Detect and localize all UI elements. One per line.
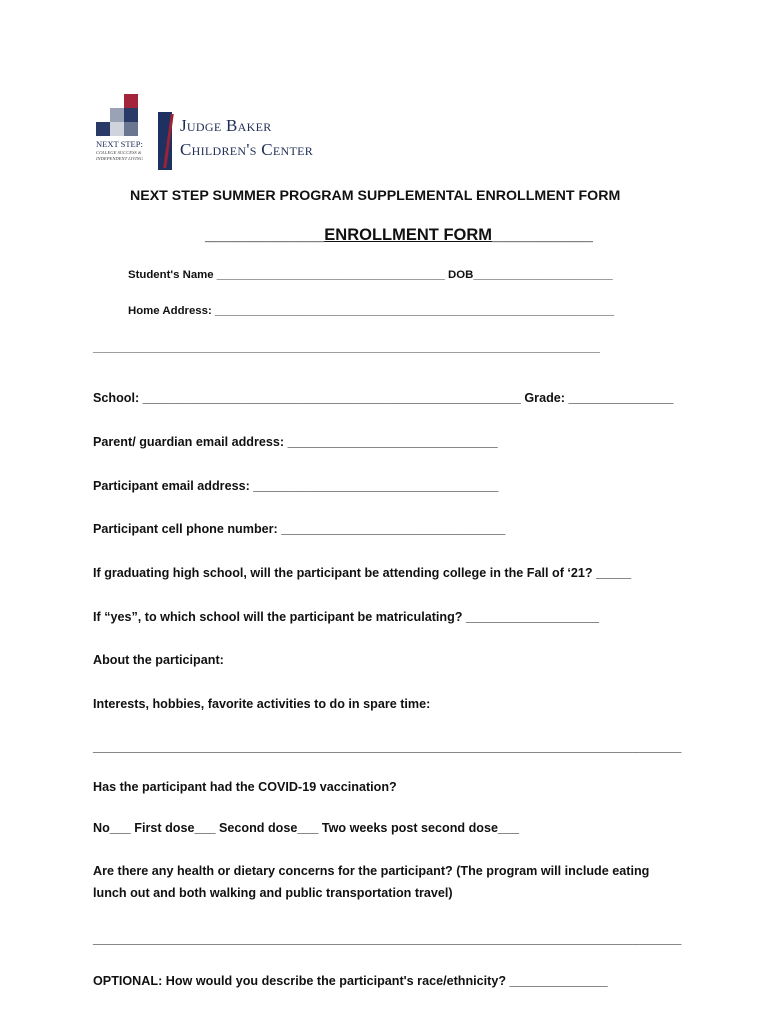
participant-phone-field[interactable]: Participant cell phone number: ________________________________ [93, 522, 506, 536]
form-subtitle [205, 226, 593, 245]
parent-email-field[interactable]: Parent/ guardian email address: ______________________________ [93, 435, 498, 449]
home-address-field[interactable]: Home Address: _______________________________________________________________ [128, 305, 615, 317]
subtitle-right-rule: ___________ [492, 226, 593, 244]
covid-options[interactable]: No___ First dose___ Second dose___ Two weeks post second dose___ [93, 821, 520, 835]
student-name-field[interactable]: Student's Name ____________________________________ DOB______________________ [128, 269, 613, 281]
race-question[interactable]: OPTIONAL: How would you describe the participant's race/ethnicity? ______________ [93, 974, 608, 988]
judge-baker-logo [158, 112, 368, 172]
address-line-2-field[interactable]: ________________________________________________________________________________ [93, 342, 600, 354]
form-title: NEXT STEP SUMMER PROGRAM SUPPLEMENTAL ENROLLMENT FORM [130, 188, 621, 204]
interests-question: Interests, hobbies, favorite activities to do in spare time: [93, 697, 431, 711]
school-field[interactable]: School: ______________________________________________________ Grade: _______________ [93, 391, 674, 405]
next-step-tagline-2: INDEPENDENT LIVING [96, 156, 144, 161]
about-heading: About the participant: [93, 653, 224, 667]
participant-email-field[interactable]: Participant email address: ___________________________________ [93, 479, 499, 493]
health-question-line-2: lunch out and both walking and public transportation travel) [93, 886, 453, 900]
subtitle-text: ENROLLMENT FORM [324, 226, 493, 244]
graduating-question[interactable]: If graduating high school, will the participant be attending college in the Fall of ‘21? _____ [93, 566, 632, 580]
subtitle-left-rule: _____________ [205, 226, 325, 244]
matriculating-question[interactable]: If “yes”, to which school will the participant be matriculating? ___________________ [93, 610, 600, 624]
covid-question: Has the participant had the COVID-19 vaccination? [93, 780, 397, 794]
interests-answer-line[interactable]: ____________________________________________________________________________________ [93, 740, 682, 754]
judge-baker-line1: Judge Baker [180, 116, 272, 135]
judge-baker-line2: Children's Center [180, 140, 314, 159]
health-question-line-1: Are there any health or dietary concerns for the participant? (The program will include eating [93, 864, 650, 878]
next-step-tagline-1: COLLEGE SUCCESS & [96, 150, 142, 155]
health-answer-line[interactable]: ____________________________________________________________________________________ [93, 932, 682, 946]
next-step-logo [96, 92, 146, 172]
next-step-name: NEXT STEP: [96, 139, 143, 149]
